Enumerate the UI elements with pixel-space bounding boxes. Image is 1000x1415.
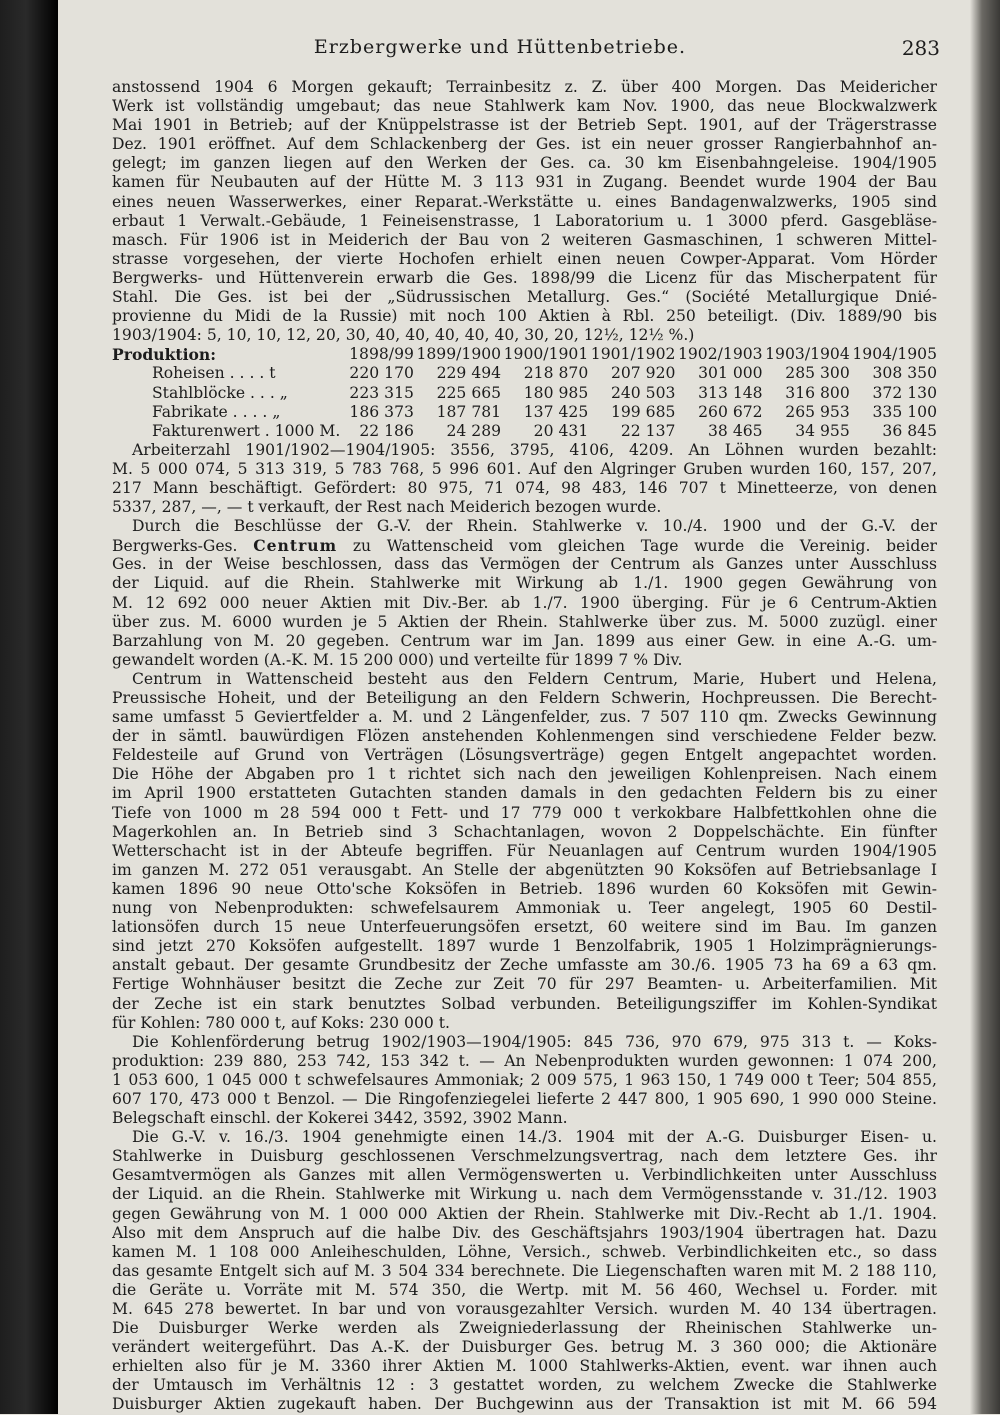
text-line: Tiefe von 1000 m 28 594 000 t Fett- und 17 779 000 t verkokbare Halbfettkohlen ohne die	[112, 803, 937, 822]
page-body	[112, 78, 937, 1415]
text-line: Belegschaft einschl. der Kokerei 3442, 3592, 3902 Mann.	[112, 1109, 568, 1128]
table-cell: 301 000	[698, 364, 763, 383]
text-line: gelegt; im ganzen liegen auf den Werken der Ges. ca. 30 km Eisenbahngeleise. 1904/1905	[112, 154, 937, 173]
text-line: kamen M. 1 108 000 Anleiheschulden, Löhne, Versich., schweb. Verbindlichkeiten etc., so dass	[112, 1242, 937, 1261]
text-line: 1 053 600, 1 045 000 t schwefelsaures Ammoniak; 2 009 575, 1 963 150, 1 749 000 t Teer; 504 855,	[112, 1070, 937, 1089]
table-cell: 34 955	[795, 421, 850, 440]
text-line: Centrum in Wattenscheid besteht aus den Feldern Centrum, Marie, Hubert und Helena,	[132, 669, 937, 688]
text-line: Dez. 1901 eröffnet. Auf dem Schlackenberg der Ges. ist ein neuer grosser Rangierbahnhof an-	[112, 135, 937, 154]
table-cell: 24 289	[446, 421, 502, 440]
table-cell: 372 130	[872, 383, 937, 402]
text-span: Bergwerks-Ges.	[112, 537, 238, 556]
paragraph-workers	[112, 441, 937, 517]
table-cell: 225 665	[436, 383, 502, 402]
text-line: provienne du Midi de la Russie) mit noch 100 Aktien à Rbl. 250 beteiligt. (Div. 1889/90 bis	[112, 307, 937, 326]
production-header-row	[112, 345, 937, 364]
table-row	[112, 403, 937, 422]
text-line: Durch die Beschlüsse der G.-V. der Rhein. Stahlwerke v. 10./4. 1900 und der G.-V. der	[132, 517, 937, 536]
text-line: Magerkohlen an. In Betrieb sind 3 Schachtanlagen, wovon 2 Doppelschächte. Ein fünfter	[112, 822, 937, 841]
table-cell: 313 148	[698, 383, 763, 402]
text-line: strasse vorgesehen, der vierte Hochofen erhielt einen neuen Cowper-Apparat. Vom Hörder	[112, 249, 937, 268]
row-label: Stahlblöcke . . . „	[152, 383, 288, 402]
text-line: Barzahlung von M. 20 gegeben. Centrum war im Jan. 1899 aus einer Gew. in eine A.-G. um-	[112, 631, 937, 650]
text-line: Wetterschacht ist in der Abteufe begriffen. Für Neuanlagen auf Centrum wurden 1904/1905	[112, 841, 937, 860]
row-label: Roheisen . . . . t	[152, 364, 276, 383]
text-line: sind jetzt 270 Koksöfen aufgestellt. 1897 wurde 1 Benzolfabrik, 1905 1 Holzimprägnierungs-	[112, 937, 937, 956]
page-edge-shadow	[970, 0, 1000, 1414]
text-line: kamen für Neubauten auf der Hütte M. 3 113 931 in Zugang. Beendet wurde 1904 der Bau	[112, 173, 937, 192]
table-cell: 180 985	[523, 383, 589, 402]
text-line: erbaut 1 Verwalt.-Gebäude, 1 Feineisenstrasse, 1 Laboratorium u. 1 3000 pferd. Gasgebläse-	[112, 211, 937, 230]
table-cell: 220 170	[349, 364, 414, 383]
text-line: Bergwerks- und Hüttenverein erwarb die Ges. 1898/99 die Licenz für das Mischerpatent für	[112, 268, 937, 287]
text-line: eines neuen Wasserwerkes, einer Reparat.-Werkstätte u. eines Bandagenwalzwerks, 1905 sind	[112, 192, 937, 211]
text-line: im April 1900 erstatteten Gutachten standen damals in den gedachten Feldern bis zu einer	[112, 784, 937, 803]
text-line: 1903/1904: 5, 10, 10, 12, 20, 30, 40, 40, 40, 40, 40, 30, 20, 12½, 12½ %.)	[112, 326, 695, 345]
row-label: Fabrikate . . . . „	[152, 402, 281, 421]
table-cell: 36 845	[882, 421, 937, 440]
text-line: same umfasst 5 Geviertfelder a. M. und 2 Längenfelder, zus. 7 507 110 qm. Zwecks Gewinnung	[112, 708, 937, 727]
text-line: Die Höhe der Abgaben pro 1 t richtet sich nach den jeweiligen Kohlenpreisen. Nach einem	[112, 765, 937, 784]
text-line: 217 Mann beschäftigt. Gefördert: 80 975, 71 074, 98 483, 146 707 t Minetteerze, von denen	[112, 478, 937, 497]
text-line: Die Kohlenförderung betrug 1902/1903—1904/1905: 845 736, 970 679, 975 313 t. — Koks-	[132, 1032, 937, 1051]
text-line: Arbeiterzahl 1901/1902—1904/1905: 3556, 3795, 4106, 4209. An Löhnen wurden bezahlt:	[132, 440, 937, 459]
text-line: Preussische Hoheit, und der Beteiligung an den Feldern Schwerin, Hochpreussen. Die Berecht-	[112, 689, 937, 707]
text-line: Die Duisburger Werke werden als Zweigniederlassung der Rheinischen Stahlwerke un-	[112, 1319, 937, 1338]
text-line: der Liquid. auf die Rhein. Stahlwerke mit Wirkung ab 1./1. 1900 gegen Gewährung von	[112, 574, 937, 593]
table-row	[112, 422, 937, 441]
text-line: im ganzen M. 272 051 verausgabt. An Stelle der abgenützten 90 Koksöfen auf Betriebsanlage I	[112, 860, 937, 879]
table-row	[112, 384, 937, 403]
text-line: Stahl. Die Ges. ist bei der „Südrussischen Metallurg. Ges.“ (Société Metallurgique Dnié-	[112, 288, 937, 307]
table-cell: 22 186	[359, 421, 414, 440]
text-line: Die G.-V. v. 16./3. 1904 genehmigte einen 14./3. 1904 mit der A.-G. Duisburger Eisen- u.	[132, 1128, 937, 1147]
text-line: gewandelt worden (A.-K. M. 15 200 000) und verteilte für 1899 7 % Div.	[112, 650, 683, 669]
text-line: über zus. M. 6000 wurden je 5 Aktien der Rhein. Stahlwerke über zus. M. 5000 zuzügl. einer	[112, 612, 937, 631]
production-label: Produktion:	[112, 345, 217, 365]
table-cell: 199 685	[610, 402, 676, 421]
book-page	[60, 0, 970, 1414]
text-line: masch. Für 1906 ist in Meiderich der Bau von 2 weiteren Gasmaschinen, 1 schweren Mittel-	[112, 230, 937, 249]
text-line: das gesamte Entgelt sich auf M. 3 504 334 berechnete. Die Liegenschaften waren mit M. 2 188 110,	[112, 1261, 937, 1280]
text-line: 5337, 287, —, — t verkauft, der Rest nach Meiderich bezogen wurde.	[112, 498, 662, 517]
year-header: 1903/1904	[765, 345, 850, 364]
book-spine-shadow	[0, 0, 58, 1414]
table-cell: 38 465	[708, 421, 763, 440]
year-header: 1902/1903	[677, 345, 763, 364]
text-line: anstossend 1904 6 Morgen gekauft; Terrainbesitz z. Z. über 400 Morgen. Das Meidericher	[112, 78, 937, 96]
text-line: Also mit dem Anspruch auf die halbe Div. des Geschäftsjahrs 1903/1904 übertragen hat. Dazu	[112, 1223, 937, 1242]
text-line: nung von Nebenprodukten: schwefelsaurem Ammoniak u. Teer angelegt, 1905 60 Destil-	[112, 899, 937, 918]
text-line: M. 12 692 000 neuer Aktien mit Div.-Ber. ab 1./7. 1900 überging. Für je 6 Centrum-Aktien	[112, 593, 937, 612]
text-line: Werk ist vollständig umgebaut; das neue Stahlwerk kam Nov. 1900, das neue Blockwalzwerk	[112, 97, 937, 116]
text-line: Fertige Wohnhäuser besitzt die Zeche zur Zeit 70 für 297 Beamten- u. Arbeiterfamilien. Mit	[112, 975, 937, 994]
text-line: Ges. in der Weise beschlossen, dass das Vermögen der Centrum als Ganzes unter Ausschluss	[112, 555, 937, 574]
text-line: produktion: 239 880, 253 742, 153 342 t. — An Nebenprodukten wurden gewonnen: 1 074 200,	[112, 1051, 937, 1070]
text-line: Stahlwerke in Duisburg geschlossenen Verschmelzungsvertrag, nach dem letztere Ges. ihr	[112, 1147, 937, 1166]
table-cell: 229 494	[436, 364, 502, 383]
row-label: Fakturenwert . 1000 M.	[152, 421, 341, 440]
text-line: erhielten also für je M. 3360 ihrer Aktien M. 1000 Stahlwerks-Aktien, event. war ihnen auch	[112, 1357, 937, 1376]
text-line: M. 645 278 bewertet. In bar und von vorausgezahlter Versich. wurden M. 40 134 übertragen.	[112, 1300, 937, 1318]
table-cell: 187 781	[436, 402, 502, 421]
year-header: 1904/1905	[852, 345, 937, 364]
table-cell: 218 870	[523, 364, 589, 383]
text-line: Gesamtvermögen als Ganzes mit allen Vermögenswerten u. Verbindlichkeiten unter Ausschluss	[112, 1166, 937, 1185]
text-line: für Kohlen: 780 000 t, auf Koks: 230 000 t.	[112, 1013, 450, 1032]
table-cell: 240 503	[610, 383, 676, 402]
text-line: gegen Gewährung von M. 1 000 000 Aktien der Rhein. Stahlwerke mit Div.-Recht ab 1./1. 1904.	[112, 1204, 937, 1223]
text-line: verändert weitergeführt. Das A.-K. der Duisburger Ges. betrug M. 3 360 000; die Aktionäre	[112, 1338, 937, 1357]
table-cell: 308 350	[872, 364, 937, 383]
text-line	[112, 536, 937, 555]
text-line: Duisburger Aktien zugekauft haben. Der Buchgewinn aus der Transaktion ist mit M. 66 594	[112, 1395, 937, 1414]
table-cell: 22 137	[620, 421, 676, 440]
text-line: 607 170, 473 000 t Benzol. — Die Ringofenziegelei lieferte 2 447 800, 1 905 690, 1 990 000 Steine.	[112, 1089, 937, 1108]
text-span: zu Wattenscheid vom gleichen Tage wurde die Vereinig. beider	[352, 537, 937, 556]
table-cell: 186 373	[349, 402, 414, 421]
table-cell: 335 100	[872, 402, 937, 421]
paragraph-centrum-merger	[112, 517, 937, 670]
text-line: der Liquid. an die Rhein. Stahlwerke mit Wirkung u. nach dem Vermögensstande v. 31./12. 1903	[112, 1185, 937, 1204]
text-line: kamen 1896 90 neue Otto'sche Koksöfen in Betrieb. 1896 wurden 60 Koksöfen mit Gewin-	[112, 879, 937, 898]
paragraph-coal-output	[112, 1033, 937, 1128]
header-title: Erzbergwerke und Hüttenbetriebe.	[313, 36, 687, 58]
page-number: 283	[901, 36, 940, 60]
paragraph-centrum-fields	[112, 670, 937, 1033]
table-row	[112, 364, 937, 383]
table-cell: 316 800	[785, 383, 850, 402]
table-cell: 265 953	[785, 402, 850, 421]
company-name-centrum: Centrum	[253, 536, 338, 556]
text-line: anstalt gebaut. Der gesamte Grundbesitz der Zeche umfasste am 30./6. 1905 73 ha 69 a 63 qm.	[112, 956, 937, 975]
text-line: der in sämtl. bauwürdigen Flözen anstehenden Kohlenmengen sind verschiedene Felder bezw.	[112, 727, 937, 746]
table-cell: 285 300	[785, 364, 850, 383]
production-table	[112, 345, 937, 440]
running-header	[60, 32, 940, 62]
year-header: 1901/1902	[590, 345, 676, 364]
table-cell: 260 672	[698, 402, 763, 421]
table-cell: 223 315	[349, 383, 414, 402]
text-line: Feldesteile auf Grund von Verträgen (Lösungsverträge) gegen Entgelt angepachtet worden.	[112, 746, 937, 765]
table-cell: 20 431	[533, 421, 589, 440]
paragraph-duisburg-merger	[112, 1128, 937, 1414]
table-cell: 207 920	[610, 364, 676, 383]
paragraph-works	[112, 78, 937, 345]
text-line: der Umtausch im Verhältnis 12 : 3 gestattet worden, zu welchem Zwecke die Stahlwerke	[112, 1376, 937, 1395]
text-line: lationsöfen durch 15 neue Unterfeuerungsöfen ersetzt, 60 weitere sind im Bau. Im ganzen	[112, 918, 937, 937]
text-line: Mai 1901 in Betrieb; auf der Knüppelstrasse ist der Betrieb Sept. 1901, auf der Trägerstrasse	[112, 116, 937, 135]
year-header: 1900/1901	[503, 345, 589, 364]
text-line: der Zeche ist ein stark benutztes Solbad verbunden. Beteiligungsziffer im Kohlen-Syndikat	[112, 994, 937, 1013]
year-header: 1898/99	[349, 345, 414, 364]
text-line: M. 5 000 074, 5 313 319, 5 783 768, 5 996 601. Auf den Algringer Gruben wurden 160, 157, 207,	[112, 459, 937, 478]
text-line: die Geräte u. Vorräte mit M. 574 350, die Wertp. mit M. 56 460, Wechsel u. Forder. mit	[112, 1280, 937, 1299]
year-header: 1899/1900	[416, 345, 502, 364]
table-cell: 137 425	[523, 402, 589, 421]
